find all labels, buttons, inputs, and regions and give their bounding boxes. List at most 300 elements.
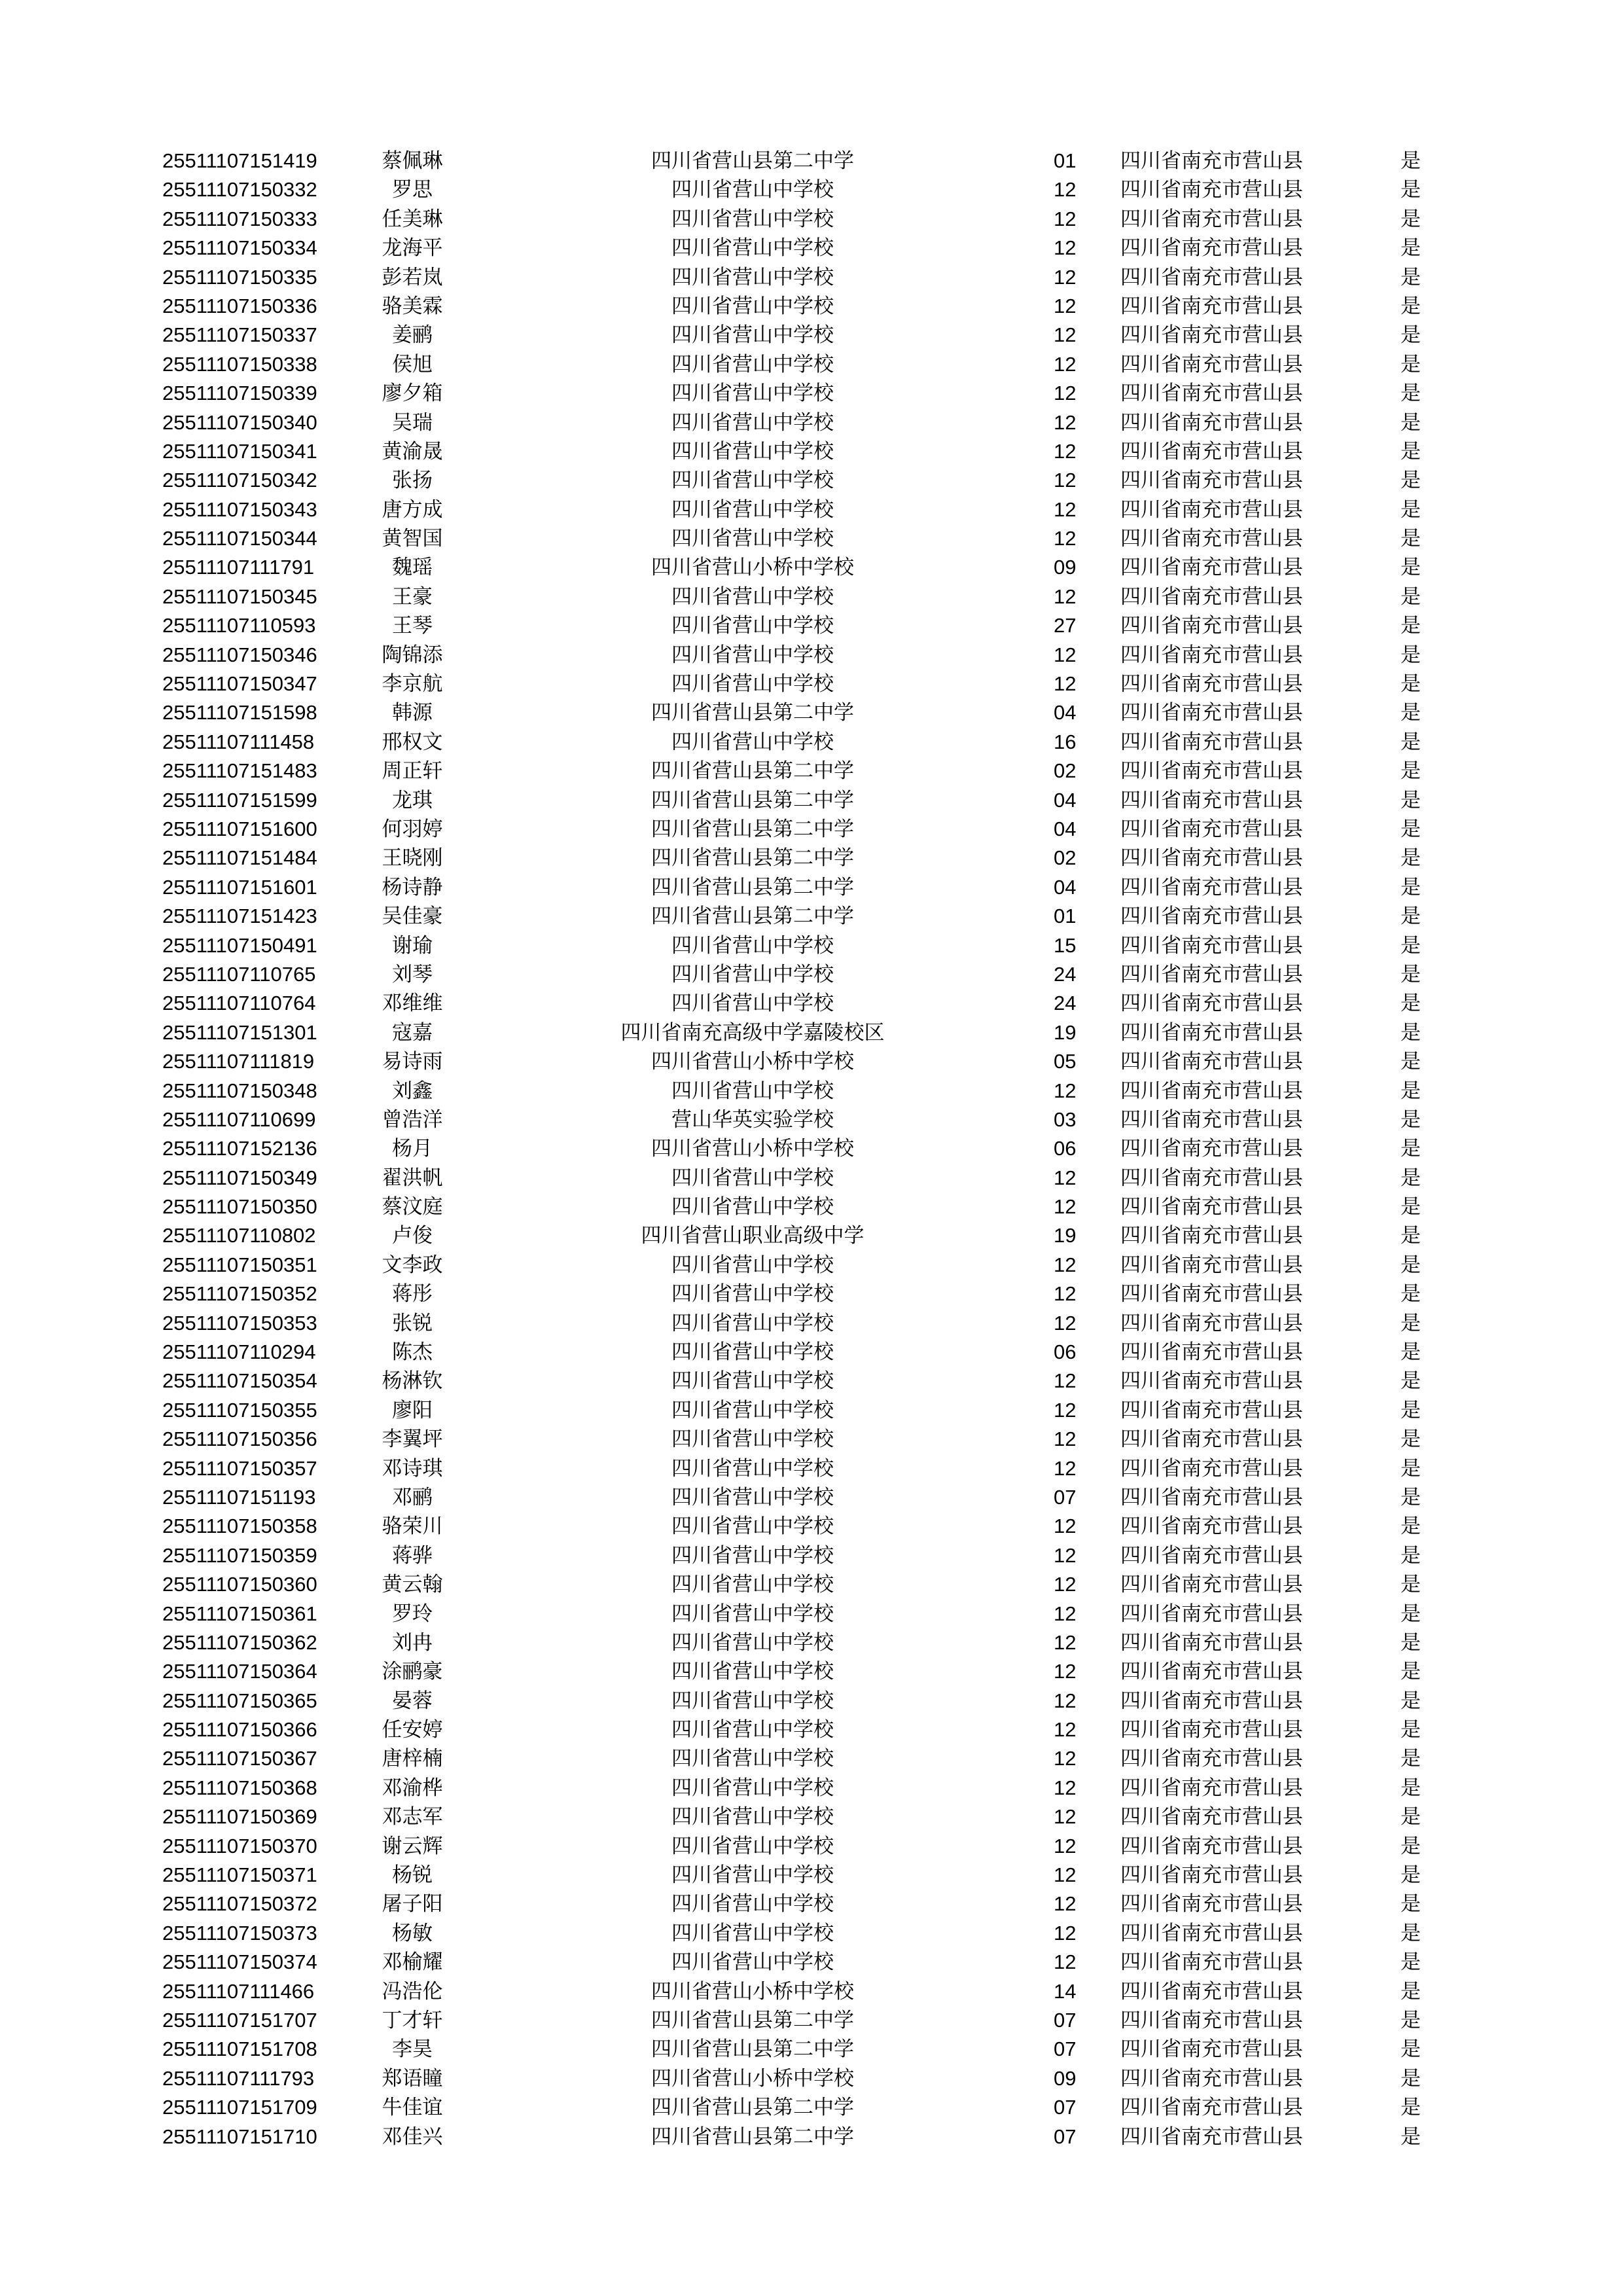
row-region: 四川省南充市营山县 xyxy=(1120,178,1303,202)
row-name: 李昊 xyxy=(392,2037,433,2061)
row-code: 04 xyxy=(1054,875,1077,899)
table-row xyxy=(0,1600,1623,1628)
row-name: 龙琪 xyxy=(392,788,433,812)
row-school: 四川省营山中学校 xyxy=(671,1282,834,1306)
row-flag: 是 xyxy=(1400,527,1421,550)
row-name: 陈杰 xyxy=(392,1340,433,1364)
row-code: 12 xyxy=(1054,1369,1077,1393)
table-row xyxy=(0,583,1623,611)
row-flag: 是 xyxy=(1400,1427,1421,1451)
row-code: 07 xyxy=(1054,2037,1077,2061)
row-flag: 是 xyxy=(1400,1718,1421,1742)
row-id: 25511107111458 xyxy=(162,730,315,753)
row-name: 牛佳谊 xyxy=(382,2096,443,2119)
row-school: 四川省营山中学校 xyxy=(671,1253,834,1276)
row-school: 四川省营山中学校 xyxy=(671,1805,834,1829)
table-row xyxy=(0,1221,1623,1250)
table-row xyxy=(0,1890,1623,1918)
row-id: 25511107150339 xyxy=(162,382,317,405)
row-flag: 是 xyxy=(1400,1340,1421,1364)
table-row xyxy=(0,1077,1623,1105)
row-school: 四川省营山中学校 xyxy=(671,730,834,753)
row-id: 25511107150364 xyxy=(162,1660,317,1683)
row-code: 12 xyxy=(1054,1573,1077,1596)
row-flag: 是 xyxy=(1400,207,1421,230)
row-school: 四川省营山中学校 xyxy=(671,1456,834,1480)
row-flag: 是 xyxy=(1400,497,1421,521)
row-code: 12 xyxy=(1054,1630,1077,1654)
row-school: 四川省营山中学校 xyxy=(671,527,834,550)
row-region: 四川省南充市营山县 xyxy=(1120,1543,1303,1567)
row-name: 郑语瞳 xyxy=(382,2066,443,2090)
table-row xyxy=(0,147,1623,175)
row-flag: 是 xyxy=(1400,1282,1421,1306)
row-name: 张扬 xyxy=(392,469,433,492)
row-name: 骆荣川 xyxy=(382,1515,443,1538)
table-row xyxy=(0,321,1623,350)
row-code: 12 xyxy=(1054,527,1077,550)
row-region: 四川省南充市营山县 xyxy=(1120,236,1303,260)
row-code: 12 xyxy=(1054,643,1077,666)
row-region: 四川省南充市营山县 xyxy=(1120,1485,1303,1509)
row-name: 任安婷 xyxy=(382,1718,443,1742)
row-id: 25511107150373 xyxy=(162,1921,317,1945)
table-row xyxy=(0,495,1623,524)
row-flag: 是 xyxy=(1400,730,1421,753)
row-name: 龙海平 xyxy=(382,236,443,260)
row-region: 四川省南充市营山县 xyxy=(1120,294,1303,317)
row-school: 四川省营山中学校 xyxy=(671,1398,834,1422)
row-name: 侯旭 xyxy=(392,352,433,376)
row-region: 四川省南充市营山县 xyxy=(1120,1747,1303,1770)
row-region: 四川省南充市营山县 xyxy=(1120,1776,1303,1799)
row-region: 四川省南充市营山县 xyxy=(1120,1369,1303,1393)
row-flag: 是 xyxy=(1400,1660,1421,1683)
row-id: 25511107150345 xyxy=(162,584,317,608)
row-school: 四川省营山县第二中学 xyxy=(651,788,854,812)
row-region: 四川省南充市营山县 xyxy=(1120,1166,1303,1189)
row-school: 四川省营山中学校 xyxy=(671,1515,834,1538)
row-name: 杨淋钦 xyxy=(382,1369,443,1393)
row-school: 四川省营山中学校 xyxy=(671,1776,834,1799)
row-name: 黄渝晟 xyxy=(382,439,443,463)
row-flag: 是 xyxy=(1400,1166,1421,1189)
row-name: 易诗雨 xyxy=(382,1050,443,1073)
row-code: 12 xyxy=(1054,1166,1077,1189)
row-code: 12 xyxy=(1054,497,1077,521)
row-region: 四川省南充市营山县 xyxy=(1120,410,1303,434)
row-code: 04 xyxy=(1054,788,1077,812)
row-flag: 是 xyxy=(1400,643,1421,666)
table-row xyxy=(0,1541,1623,1570)
row-school: 四川省营山中学校 xyxy=(671,992,834,1015)
row-school: 四川省营山中学校 xyxy=(671,352,834,376)
table-row xyxy=(0,205,1623,234)
row-region: 四川省南充市营山县 xyxy=(1120,2125,1303,2148)
row-region: 四川省南充市营山县 xyxy=(1120,1195,1303,1219)
row-name: 邓鹂 xyxy=(392,1485,433,1509)
row-name: 刘冉 xyxy=(392,1630,433,1654)
row-region: 四川省南充市营山县 xyxy=(1120,2009,1303,2032)
row-region: 四川省南充市营山县 xyxy=(1120,352,1303,376)
row-name: 蒋骅 xyxy=(392,1543,433,1567)
row-region: 四川省南充市营山县 xyxy=(1120,1107,1303,1131)
row-flag: 是 xyxy=(1400,1311,1421,1335)
table-row xyxy=(0,553,1623,582)
row-flag: 是 xyxy=(1400,382,1421,405)
row-region: 四川省南充市营山县 xyxy=(1120,614,1303,637)
row-code: 15 xyxy=(1054,933,1077,957)
row-region: 四川省南充市营山县 xyxy=(1120,1050,1303,1073)
row-flag: 是 xyxy=(1400,1630,1421,1654)
row-region: 四川省南充市营山县 xyxy=(1120,1020,1303,1044)
row-code: 12 xyxy=(1054,323,1077,347)
row-code: 12 xyxy=(1054,1195,1077,1219)
row-id: 25511107151301 xyxy=(162,1020,317,1044)
row-flag: 是 xyxy=(1400,178,1421,202)
row-code: 12 xyxy=(1054,469,1077,492)
row-code: 09 xyxy=(1054,556,1077,579)
row-code: 16 xyxy=(1054,730,1077,753)
row-name: 冯浩伦 xyxy=(382,1979,443,2003)
table-row xyxy=(0,757,1623,785)
row-id: 25511107150371 xyxy=(162,1863,317,1887)
row-flag: 是 xyxy=(1400,1921,1421,1945)
row-name: 周正轩 xyxy=(382,759,443,783)
row-id: 25511107111791 xyxy=(162,556,315,579)
row-code: 12 xyxy=(1054,1689,1077,1712)
row-region: 四川省南充市营山县 xyxy=(1120,1979,1303,2003)
row-flag: 是 xyxy=(1400,2037,1421,2061)
row-flag: 是 xyxy=(1400,1020,1421,1044)
row-code: 12 xyxy=(1054,207,1077,230)
row-region: 四川省南充市营山县 xyxy=(1120,1892,1303,1916)
table-row xyxy=(0,1744,1623,1773)
row-id: 25511107110294 xyxy=(162,1340,316,1364)
row-code: 12 xyxy=(1054,265,1077,289)
row-id: 25511107150350 xyxy=(162,1195,317,1219)
table-row xyxy=(0,1832,1623,1861)
row-flag: 是 xyxy=(1400,1456,1421,1480)
table-row xyxy=(0,989,1623,1018)
row-school: 四川省营山小桥中学校 xyxy=(651,1050,854,1073)
table-row xyxy=(0,1657,1623,1686)
row-id: 25511107150337 xyxy=(162,323,317,347)
row-id: 25511107150360 xyxy=(162,1573,317,1596)
row-code: 12 xyxy=(1054,410,1077,434)
row-name: 屠子阳 xyxy=(382,1892,443,1916)
row-name: 丁才轩 xyxy=(382,2009,443,2032)
row-id: 25511107150356 xyxy=(162,1427,317,1451)
row-name: 杨月 xyxy=(392,1137,433,1160)
table-row xyxy=(0,1251,1623,1280)
row-code: 12 xyxy=(1054,1718,1077,1742)
row-school: 营山华英实验学校 xyxy=(671,1107,834,1131)
row-id: 25511107111819 xyxy=(162,1050,315,1073)
row-id: 25511107150354 xyxy=(162,1369,317,1393)
row-id: 25511107150370 xyxy=(162,1834,317,1857)
row-school: 四川省营山中学校 xyxy=(671,439,834,463)
row-region: 四川省南充市营山县 xyxy=(1120,2037,1303,2061)
row-code: 05 xyxy=(1054,1050,1077,1073)
row-code: 01 xyxy=(1054,905,1077,928)
row-name: 魏瑶 xyxy=(392,556,433,579)
row-school: 四川省营山县第二中学 xyxy=(651,2037,854,2061)
table-row xyxy=(0,670,1623,698)
row-region: 四川省南充市营山县 xyxy=(1120,1630,1303,1654)
row-flag: 是 xyxy=(1400,759,1421,783)
row-id: 25511107151193 xyxy=(162,1485,316,1509)
table-row xyxy=(0,1280,1623,1308)
table-row xyxy=(0,524,1623,553)
row-code: 12 xyxy=(1054,1427,1077,1451)
row-school: 四川省营山中学校 xyxy=(671,1166,834,1189)
row-name: 李翼坪 xyxy=(382,1427,443,1451)
row-code: 24 xyxy=(1054,962,1077,986)
row-code: 19 xyxy=(1054,1224,1077,1247)
table-row xyxy=(0,350,1623,379)
row-id: 25511107150359 xyxy=(162,1543,317,1567)
row-school: 四川省营山中学校 xyxy=(671,1689,834,1712)
row-flag: 是 xyxy=(1400,1602,1421,1625)
table-row xyxy=(0,641,1623,670)
row-name: 邓诗琪 xyxy=(382,1456,443,1480)
row-flag: 是 xyxy=(1400,846,1421,870)
table-row xyxy=(0,2093,1623,2122)
row-school: 四川省营山中学校 xyxy=(671,1863,834,1887)
row-flag: 是 xyxy=(1400,1079,1421,1102)
row-region: 四川省南充市营山县 xyxy=(1120,1573,1303,1596)
row-school: 四川省营山小桥中学校 xyxy=(651,1137,854,1160)
row-name: 李京航 xyxy=(382,672,443,696)
data-table xyxy=(0,147,1623,2151)
row-name: 杨诗静 xyxy=(382,875,443,899)
row-region: 四川省南充市营山县 xyxy=(1120,759,1303,783)
row-region: 四川省南充市营山县 xyxy=(1120,875,1303,899)
row-id: 25511107151419 xyxy=(162,149,317,172)
table-row xyxy=(0,263,1623,292)
row-code: 02 xyxy=(1054,759,1077,783)
row-flag: 是 xyxy=(1400,1834,1421,1857)
row-school: 四川省营山中学校 xyxy=(671,469,834,492)
row-flag: 是 xyxy=(1400,236,1421,260)
row-id: 25511107150349 xyxy=(162,1166,317,1189)
row-name: 黄云翰 xyxy=(382,1573,443,1596)
row-flag: 是 xyxy=(1400,1195,1421,1219)
row-code: 12 xyxy=(1054,352,1077,376)
row-id: 25511107151600 xyxy=(162,817,317,840)
row-id: 25511107150351 xyxy=(162,1253,317,1276)
row-id: 25511107150347 xyxy=(162,672,317,696)
row-name: 邓榆耀 xyxy=(382,1950,443,1974)
row-name: 杨锐 xyxy=(392,1863,433,1887)
table-row xyxy=(0,466,1623,495)
row-region: 四川省南充市营山县 xyxy=(1120,1602,1303,1625)
row-id: 25511107151709 xyxy=(162,2096,317,2119)
row-name: 唐方成 xyxy=(382,497,443,521)
row-school: 四川省营山中学校 xyxy=(671,1892,834,1916)
row-school: 四川省营山县第二中学 xyxy=(651,875,854,899)
row-code: 04 xyxy=(1054,817,1077,840)
row-flag: 是 xyxy=(1400,1747,1421,1770)
row-school: 四川省营山中学校 xyxy=(671,323,834,347)
row-id: 25511107150343 xyxy=(162,497,317,521)
row-code: 12 xyxy=(1054,1079,1077,1102)
row-id: 25511107150353 xyxy=(162,1311,317,1335)
row-school: 四川省营山县第二中学 xyxy=(651,817,854,840)
row-code: 12 xyxy=(1054,178,1077,202)
row-code: 12 xyxy=(1054,1805,1077,1829)
row-name: 杨敏 xyxy=(392,1921,433,1945)
table-row xyxy=(0,1338,1623,1367)
row-code: 12 xyxy=(1054,1456,1077,1480)
row-code: 03 xyxy=(1054,1107,1077,1131)
row-id: 25511107150348 xyxy=(162,1079,317,1102)
row-code: 02 xyxy=(1054,846,1077,870)
row-name: 曾浩洋 xyxy=(382,1107,443,1131)
row-region: 四川省南充市营山县 xyxy=(1120,933,1303,957)
row-region: 四川省南充市营山县 xyxy=(1120,497,1303,521)
row-id: 25511107150368 xyxy=(162,1776,317,1799)
row-school: 四川省营山中学校 xyxy=(671,1369,834,1393)
row-flag: 是 xyxy=(1400,1253,1421,1276)
table-row xyxy=(0,1047,1623,1076)
table-row xyxy=(0,1193,1623,1221)
row-school: 四川省营山中学校 xyxy=(671,1630,834,1654)
row-id: 25511107151484 xyxy=(162,846,317,870)
row-name: 谢云辉 xyxy=(382,1834,443,1857)
row-id: 25511107151707 xyxy=(162,2009,317,2032)
row-region: 四川省南充市营山县 xyxy=(1120,992,1303,1015)
row-id: 25511107111793 xyxy=(162,2066,315,2090)
row-id: 25511107150338 xyxy=(162,352,317,376)
row-id: 25511107151599 xyxy=(162,788,317,812)
row-name: 罗玲 xyxy=(392,1602,433,1625)
row-flag: 是 xyxy=(1400,1805,1421,1829)
row-school: 四川省营山小桥中学校 xyxy=(651,556,854,579)
row-school: 四川省营山中学校 xyxy=(671,1543,834,1567)
row-region: 四川省南充市营山县 xyxy=(1120,1137,1303,1160)
row-flag: 是 xyxy=(1400,294,1421,317)
table-row xyxy=(0,873,1623,902)
row-region: 四川省南充市营山县 xyxy=(1120,905,1303,928)
row-id: 25511107150344 xyxy=(162,527,317,550)
row-region: 四川省南充市营山县 xyxy=(1120,643,1303,666)
table-row xyxy=(0,902,1623,931)
row-id: 25511107111466 xyxy=(162,1979,315,2003)
row-region: 四川省南充市营山县 xyxy=(1120,1805,1303,1829)
row-name: 王豪 xyxy=(392,584,433,608)
table-row xyxy=(0,1367,1623,1395)
table-row xyxy=(0,1105,1623,1134)
row-id: 25511107110699 xyxy=(162,1107,316,1131)
row-region: 四川省南充市营山县 xyxy=(1120,817,1303,840)
row-school: 四川省营山中学校 xyxy=(671,1834,834,1857)
row-code: 12 xyxy=(1054,1311,1077,1335)
row-school: 四川省营山中学校 xyxy=(671,178,834,202)
row-region: 四川省南充市营山县 xyxy=(1120,1224,1303,1247)
row-flag: 是 xyxy=(1400,556,1421,579)
row-id: 25511107110593 xyxy=(162,614,316,637)
table-row xyxy=(0,1919,1623,1948)
row-region: 四川省南充市营山县 xyxy=(1120,730,1303,753)
row-region: 四川省南充市营山县 xyxy=(1120,672,1303,696)
table-row xyxy=(0,1803,1623,1831)
row-region: 四川省南充市营山县 xyxy=(1120,788,1303,812)
row-school: 四川省南充高级中学嘉陵校区 xyxy=(620,1020,885,1044)
row-region: 四川省南充市营山县 xyxy=(1120,207,1303,230)
table-row xyxy=(0,2006,1623,2035)
row-flag: 是 xyxy=(1400,1515,1421,1538)
row-id: 25511107150372 xyxy=(162,1892,317,1916)
row-region: 四川省南充市营山县 xyxy=(1120,265,1303,289)
row-id: 25511107151708 xyxy=(162,2037,317,2061)
row-school: 四川省营山中学校 xyxy=(671,1573,834,1596)
table-row xyxy=(0,960,1623,989)
row-flag: 是 xyxy=(1400,992,1421,1015)
row-region: 四川省南充市营山县 xyxy=(1120,962,1303,986)
row-flag: 是 xyxy=(1400,2066,1421,2090)
row-id: 25511107150332 xyxy=(162,178,317,202)
row-school: 四川省营山中学校 xyxy=(671,1079,834,1102)
row-code: 12 xyxy=(1054,1892,1077,1916)
row-id: 25511107150346 xyxy=(162,643,317,666)
row-id: 25511107110764 xyxy=(162,992,316,1015)
row-flag: 是 xyxy=(1400,933,1421,957)
row-code: 12 xyxy=(1054,1776,1077,1799)
table-row xyxy=(0,815,1623,844)
row-id: 25511107150491 xyxy=(162,933,317,957)
row-code: 12 xyxy=(1054,1863,1077,1887)
row-region: 四川省南充市营山县 xyxy=(1120,1079,1303,1102)
table-row xyxy=(0,1861,1623,1890)
row-school: 四川省营山县第二中学 xyxy=(651,701,854,725)
row-school: 四川省营山中学校 xyxy=(671,207,834,230)
table-row xyxy=(0,1134,1623,1163)
row-school: 四川省营山县第二中学 xyxy=(651,149,854,172)
row-id: 25511107150342 xyxy=(162,469,317,492)
row-flag: 是 xyxy=(1400,584,1421,608)
table-row xyxy=(0,408,1623,437)
row-id: 25511107110765 xyxy=(162,962,316,986)
row-code: 12 xyxy=(1054,1747,1077,1770)
row-id: 25511107150369 xyxy=(162,1805,317,1829)
row-code: 12 xyxy=(1054,1543,1077,1567)
table-row xyxy=(0,1309,1623,1338)
row-name: 谢瑜 xyxy=(392,933,433,957)
row-region: 四川省南充市营山县 xyxy=(1120,1660,1303,1683)
row-school: 四川省营山县第二中学 xyxy=(651,2096,854,2119)
row-code: 12 xyxy=(1054,1921,1077,1945)
row-code: 07 xyxy=(1054,2125,1077,2148)
row-id: 25511107150358 xyxy=(162,1515,317,1538)
row-id: 25511107150335 xyxy=(162,265,317,289)
row-id: 25511107150366 xyxy=(162,1718,317,1742)
table-row xyxy=(0,2035,1623,2064)
row-flag: 是 xyxy=(1400,1224,1421,1247)
row-name: 邢权文 xyxy=(382,730,443,753)
row-id: 25511107150352 xyxy=(162,1282,317,1306)
row-school: 四川省营山中学校 xyxy=(671,1660,834,1683)
row-region: 四川省南充市营山县 xyxy=(1120,1340,1303,1364)
row-id: 25511107150341 xyxy=(162,439,317,463)
table-row xyxy=(0,1396,1623,1425)
table-row xyxy=(0,1454,1623,1483)
row-name: 寇嘉 xyxy=(392,1020,433,1044)
row-name: 蔡佩琳 xyxy=(382,149,443,172)
row-code: 12 xyxy=(1054,294,1077,317)
row-region: 四川省南充市营山县 xyxy=(1120,556,1303,579)
